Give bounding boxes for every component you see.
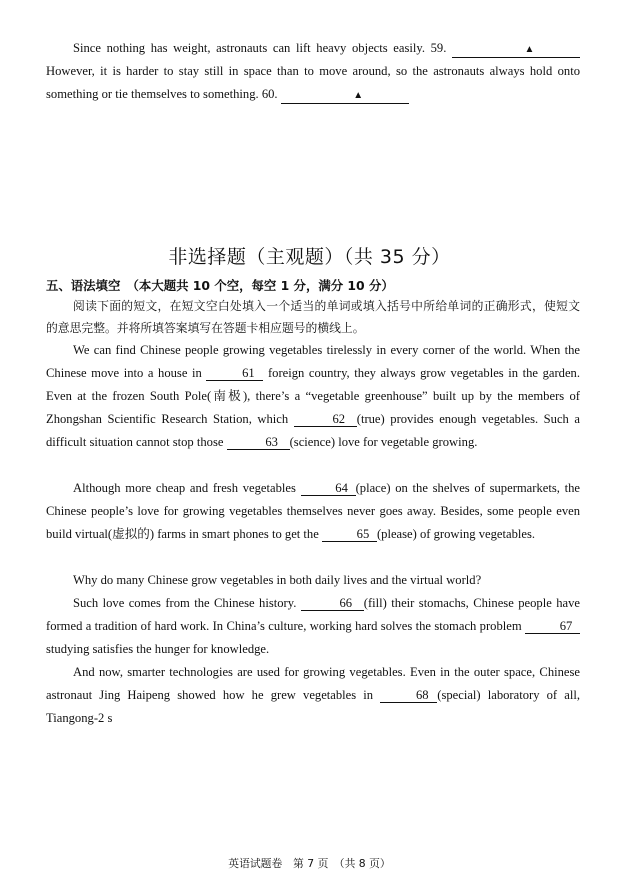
passage-text: (please) of growing vegetables. [376,527,536,541]
passage-paragraph-2 [46,477,580,546]
passage-text: Such love comes from the Chinese history. [73,596,301,610]
answer-blank-60 [281,87,409,104]
answer-blank-67: 67 [525,619,580,634]
instructions: 阅读下面的短文，在短文空白处填入一个适当的单词或填入括号中所给单词的正确形式，使短文的意思完整。并将所填答案填写在答题卡相应题号的横线上。 [46,299,580,335]
answer-blank-59 [452,41,580,58]
passage-text: And now, smarter technologies are used for growing vegetables. Even in the outer space, Chinese astronaut Jing Haipeng showed how he grew vegetables in [46,665,580,702]
triangle-icon: ▲ [524,44,535,55]
passage-text: studying satisfies the hunger for knowledge. [46,642,270,656]
answer-blank-65: 65 [322,527,377,542]
answer-blank-61: 61 [206,366,263,381]
passage-text: foreign country, they always grow vegetables in the garden. Even at the frozen South Pole(南极), there’s a “vegetable greenhouse” built up by the members of Zhongshan Scientific Research Station, which [46,366,580,426]
passage-text: (special) laboratory of all, Tiangong-2 s [46,688,580,725]
answer-blank-64: 64 [301,481,356,496]
top-passage-line2: However, it is harder to stay still in space than to move around, so the astronauts always hold onto something or tie themselves to something. 60. [46,64,580,101]
section-title: 非选择题（主观题）（共 35 分） [168,246,451,268]
passage-paragraph-1 [46,339,580,454]
passage-text: We can find Chinese people growing vegetables tirelessly in every corner of the world. When the Chinese move into a house in [46,343,580,380]
passage-text: (true) provides enough vegetables. Such a difficult situation cannot stop those [46,412,580,449]
answer-blank-63: 63 [227,435,290,450]
page-footer: 英语试题卷 第 7 页 （共 8 页） [228,857,391,870]
passage-text: Although more cheap and fresh vegetables [73,481,301,495]
passage-paragraph-3: Why do many Chinese grow vegetables in both daily lives and the virtual world? [73,573,482,587]
passage-paragraph-5 [46,661,580,730]
top-passage [46,37,580,106]
passage-text: (place) on the shelves of supermarkets, the Chinese people’s love for growing vegetables themselves never goes away. Besides, some people even build virtual(虚拟的) farms in smart phones to get the [46,481,580,541]
passage-paragraph-4 [46,592,580,661]
passage-text: (science) love for vegetable growing. [289,435,478,449]
answer-blank-66: 66 [301,596,364,611]
passage-text: (fill) their stomachs, Chinese people have formed a tradition of hard work. In China’s culture, working hard solves the stomach problem [46,596,580,633]
answer-blank-68: 68 [380,688,437,703]
answer-blank-62: 62 [294,412,357,427]
question-heading: 五、语法填空 （本大题共 10 个空，每空 1 分，满分 10 分） [46,278,394,293]
triangle-icon: ▲ [353,90,364,101]
top-passage-line1: Since nothing has weight, astronauts can lift heavy objects easily. 59. [73,41,447,55]
